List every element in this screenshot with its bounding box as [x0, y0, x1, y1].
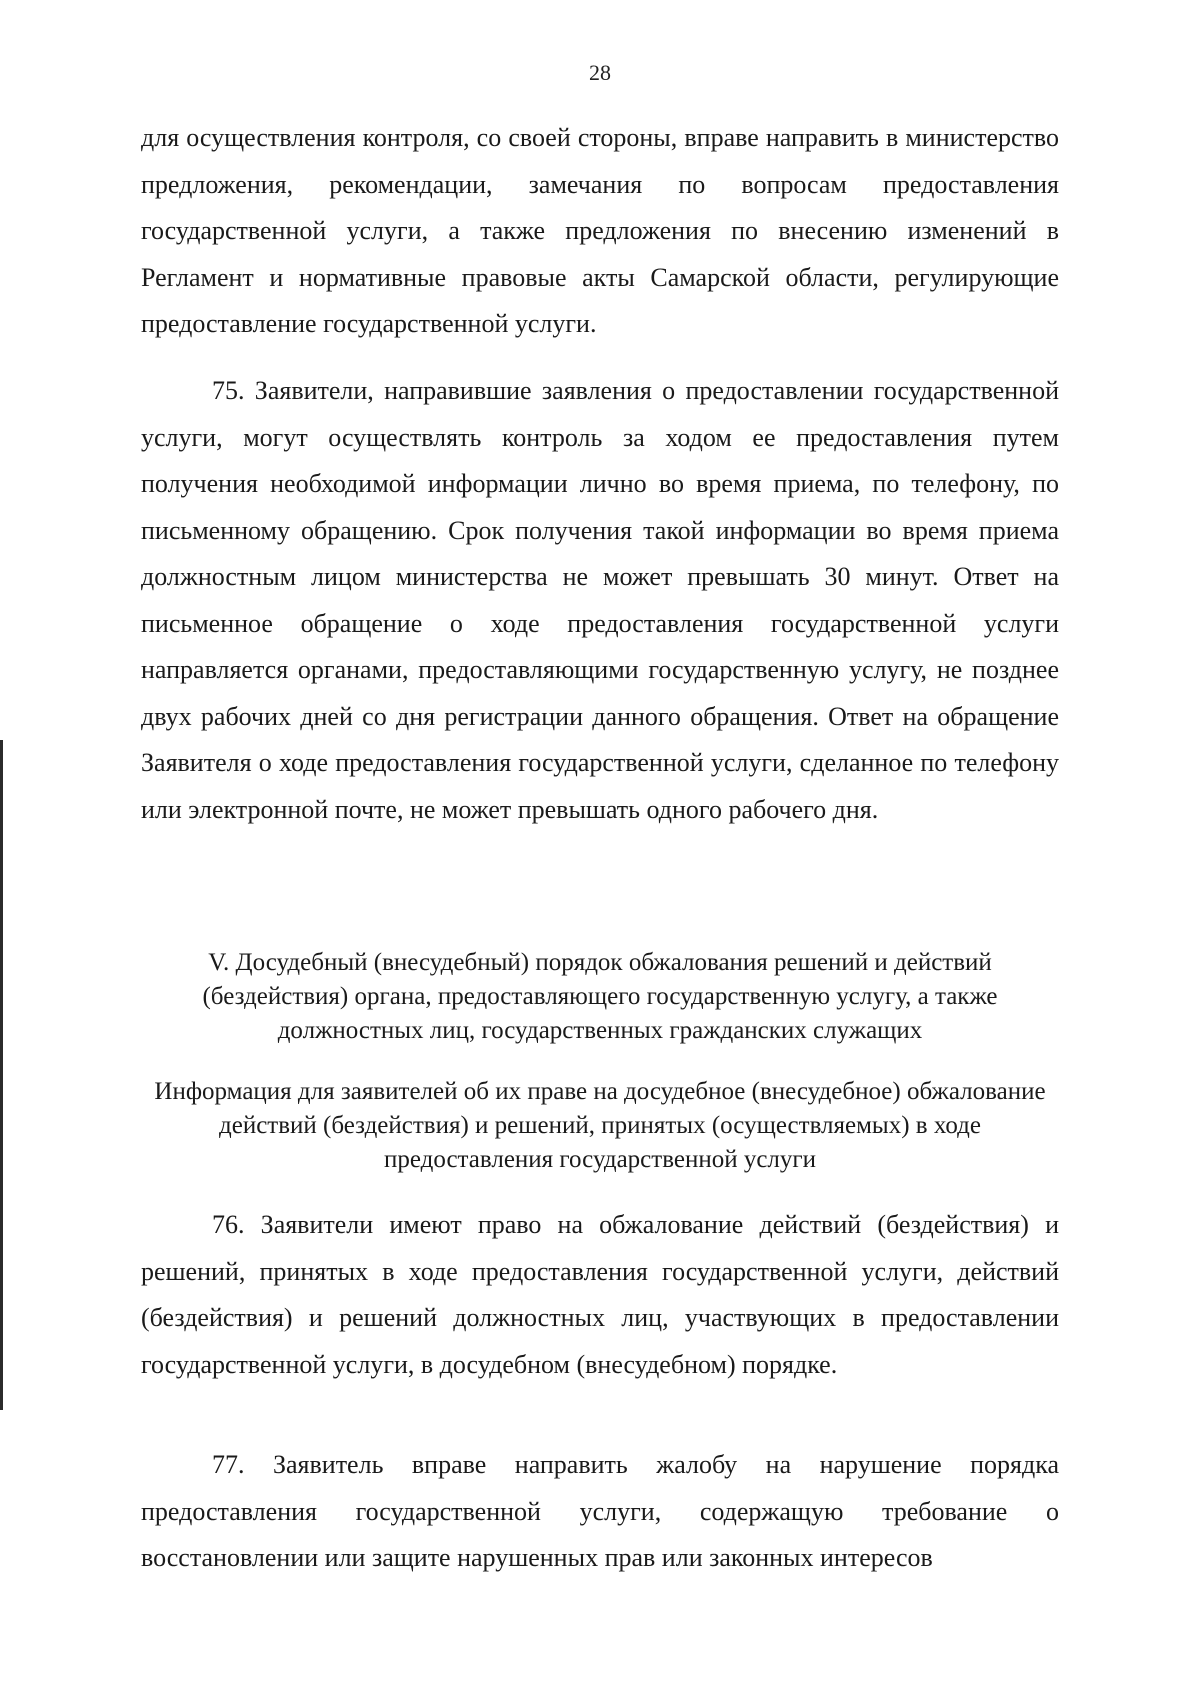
paragraph-continuation: для осуществления контроля, со своей стороны, вправе направить в министерство предложения, рекомендации, замечания по вопросам предоставления государственной услуги, а также предложения по внесению изменений в Регламент и нормативные правовые акты Самарской области, регулирующие предоставление государственной услуги.	[141, 123, 1059, 338]
paragraph-75: 75. Заявители, направившие заявления о предоставлении государственной услуги, могут осуществлять контроль за ходом ее предоставления путем получения необходимой информации лично во время приема, по телефону, по письменному обращению. Срок получения такой информации во время приема должностным лицом министерства не может превышать 30 минут. Ответ на письменное обращение о ходе предоставления государственной услуги направляется органами, предоставляющими государственную услугу, не позднее двух рабочих дней со дня регистрации данного обращения. Ответ на обращение Заявителя о ходе предоставления государственной услуги, сделанное по телефону или электронной почте, не может превышать одного рабочего дня.	[141, 376, 1059, 824]
paragraph-77: 77. Заявитель вправе направить жалобу на нарушение порядка предоставления государственной услуги, содержащую требование о восстановлении или защите нарушенных прав или законных интересов	[141, 1450, 1059, 1572]
section-heading: V. Досудебный (внесудебный) порядок обжалования решений и действий (бездействия) органа, предоставляющего государственную услугу, а также должностных лиц, государственных гражданских служащих	[202, 949, 998, 1044]
page-number: 28	[589, 60, 611, 85]
subsection-heading: Информация для заявителей об их праве на досудебное (внесудебное) обжалование действий (бездействия) и решений, принятых (осуществляемых) в ходе предоставления государственной услуги	[154, 1078, 1046, 1173]
paragraph-76: 76. Заявители имеют право на обжалование действий (бездействия) и решений, принятых в ходе предоставления государственной услуги, действий (бездействия) и решений должностных лиц, участвующих в предоставлении государственной услуги, в досудебном (внесудебном) порядке.	[141, 1210, 1059, 1379]
scan-edge-line	[0, 740, 3, 1410]
